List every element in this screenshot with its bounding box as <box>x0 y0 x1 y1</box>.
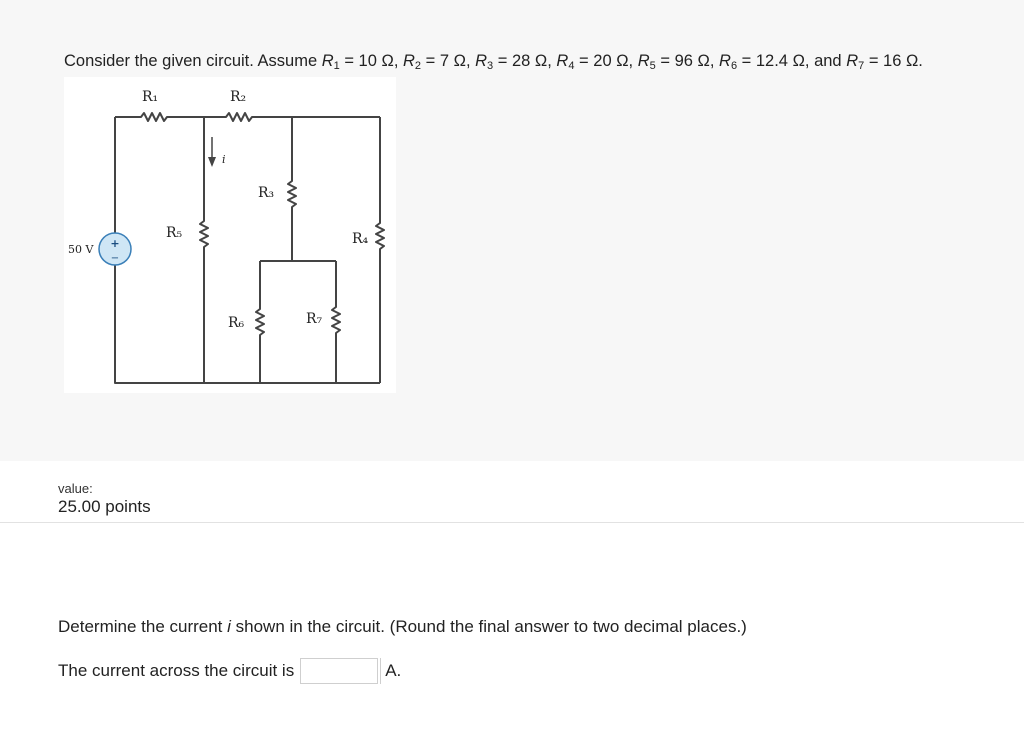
value-points: 25.00 points <box>58 497 151 516</box>
circuit-wires <box>115 113 384 383</box>
answer-row <box>58 656 401 686</box>
prompt-variable: i <box>227 617 231 636</box>
r2-symbol: R <box>403 52 415 70</box>
r4-branch <box>376 117 384 383</box>
value-label: value: <box>58 481 93 496</box>
r5-branch <box>200 117 208 383</box>
left-wire-lower <box>115 265 380 383</box>
r3-label: R₃ <box>258 185 275 201</box>
r7-value: = 16 Ω. <box>864 52 923 70</box>
unit-label: A. <box>380 658 401 684</box>
problem-statement <box>64 52 923 71</box>
answer-label: The current across the circuit is <box>58 661 295 680</box>
intro-lead: Consider the given circuit. Assume <box>64 52 322 70</box>
r2-value: = 7 Ω, <box>421 52 476 70</box>
current-arrow <box>208 137 216 167</box>
r6-label: R₆ <box>228 315 245 331</box>
r2-label: R₂ <box>230 89 247 105</box>
r6-value: = 12.4 Ω, and <box>737 52 847 70</box>
r1-label: R₁ <box>142 89 159 105</box>
r4-label: R₄ <box>352 231 369 247</box>
part-prompt <box>58 617 747 637</box>
r7-symbol: R <box>846 52 859 70</box>
r5-symbol: R <box>637 52 650 70</box>
r3-symbol: R <box>475 52 488 70</box>
r6-symbol: R <box>719 52 731 70</box>
voltage-source <box>99 233 131 265</box>
r3-subscript: 3 <box>487 60 494 72</box>
top-wire <box>115 113 204 121</box>
r3-value: = 28 Ω, <box>493 52 557 70</box>
r5-subscript: 5 <box>649 60 656 72</box>
r6-subscript: 6 <box>730 60 738 72</box>
r5-value: = 96 Ω, <box>655 52 720 70</box>
current-label: i <box>222 153 226 166</box>
r2-subscript: 2 <box>414 60 422 72</box>
r4-subscript: 4 <box>568 60 575 72</box>
r1-value: = 10 Ω, <box>339 52 403 70</box>
r7-subscript: 7 <box>858 60 865 72</box>
circuit-labels <box>68 89 369 331</box>
r6-branch <box>256 261 264 383</box>
section-divider <box>0 522 1024 523</box>
r3-branch <box>288 117 296 261</box>
prompt-before: Determine the current <box>58 617 228 636</box>
source-plus: + <box>110 237 120 250</box>
source-minus: − <box>110 253 120 264</box>
prompt-after: shown in the circuit. (Round the final answer to two decimal places.) <box>230 617 747 636</box>
r7-branch <box>332 261 340 383</box>
source-label: 50 V <box>68 243 94 256</box>
r1-subscript: 1 <box>333 60 340 72</box>
circuit-diagram <box>64 77 396 393</box>
r7-label: R₇ <box>306 311 323 327</box>
r4-symbol: R <box>556 52 569 70</box>
current-answer-input[interactable] <box>300 658 378 684</box>
circuit-figure <box>64 77 396 393</box>
r4-value: = 20 Ω, <box>574 52 638 70</box>
r5-label: R₅ <box>166 225 183 241</box>
r1-symbol: R <box>321 52 334 70</box>
